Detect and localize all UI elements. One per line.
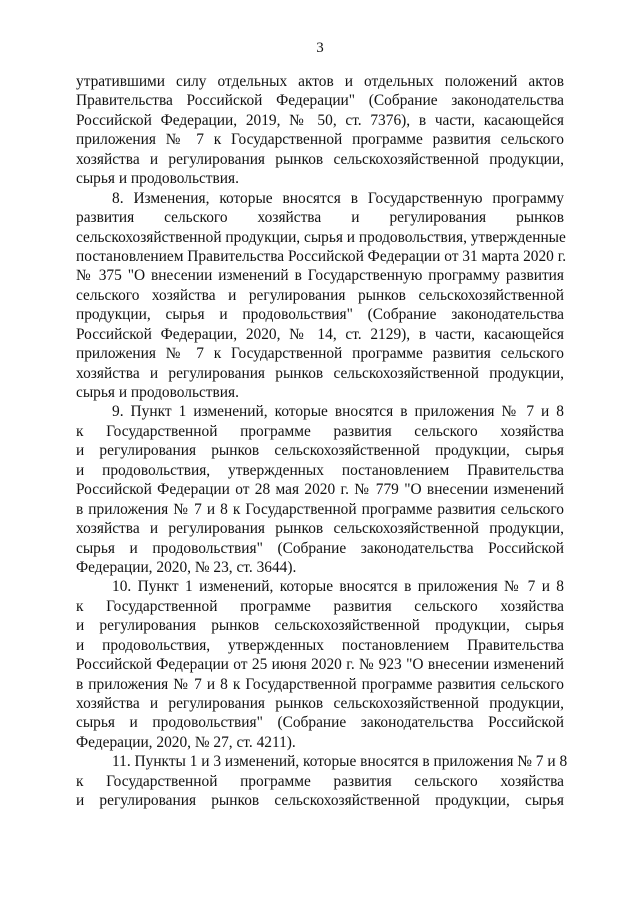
text-line: приложения № 7 к Государственной программе развития сельского [76,131,564,149]
text-line: Федерации, 2020, № 23, ст. 3644). [76,558,297,576]
text-line: № 375 "О внесении изменений в Государственную программу развития [76,267,564,285]
text-line: сырья и продовольствия" (Собрание законодательства Российской [76,714,564,732]
text-line: приложения № 7 к Государственной программе развития сельского [76,345,564,363]
text-line: к Государственной программе развития сельского хозяйства [76,597,564,615]
text-line: Российской Федерации от 25 июня 2020 г. № 923 "О внесении изменений [76,656,564,674]
body-text [76,72,568,811]
text-line: сырья и продовольствия. [76,170,239,188]
text-line: и регулирования рынков сельскохозяйственной продукции, сырья [76,442,564,460]
page-number: 3 [316,40,324,56]
text-line: развития сельского хозяйства и регулирования рынков [76,209,564,227]
text-line: и регулирования рынков сельскохозяйственной продукции, сырья [76,792,564,810]
text-line: 9. Пункт 1 изменений, которые вносятся в приложения № 7 и 8 [112,403,564,421]
text-line: и регулирования рынков сельскохозяйственной продукции, сырья [76,617,564,635]
text-line: хозяйства и регулирования рынков сельскохозяйственной продукции, [76,150,564,168]
text-line: постановлением Правительства Российской Федерации от 31 марта 2020 г. [76,247,567,265]
text-line: сельского хозяйства и регулирования рынков сельскохозяйственной [76,286,564,304]
text-line: 10. Пункт 1 изменений, которые вносятся в приложения № 7 и 8 [112,578,564,596]
text-line: к Государственной программе развития сельского хозяйства [76,772,564,790]
text-line: в приложения № 7 и 8 к Государственной программе развития сельского [76,675,564,693]
text-line: Российской Федерации, 2019, № 50, ст. 7376), в части, касающейся [76,111,564,129]
text-line: и продовольствия, утвержденных постановлением Правительства [76,636,564,654]
text-line: сырья и продовольствия. [76,384,239,401]
text-line: Федерации, 2020, № 27, ст. 4211). [76,733,296,751]
text-line: сельскохозяйственной продукции, сырья и продовольствия, утвержденные [76,228,566,246]
text-line: Российской Федерации, 2020, № 14, ст. 2129), в части, касающейся [76,325,564,343]
text-line: в приложения № 7 и 8 к Государственной программе развития сельского [76,500,564,518]
text-line: хозяйства и регулирования рынков сельскохозяйственной продукции, [76,520,564,538]
text-line: хозяйства и регулирования рынков сельскохозяйственной продукции, [76,364,564,382]
text-line: и продовольствия, утвержденных постановлением Правительства [76,461,564,479]
text-line: сырья и продовольствия" (Собрание законодательства Российской [76,539,564,557]
text-line: 11. Пункты 1 и 3 изменений, которые вносятся в приложения № 7 и 8 [112,753,568,771]
text-line: к Государственной программе развития сельского хозяйства [76,422,564,440]
text-line: Российской Федерации от 28 мая 2020 г. № 779 "О внесении изменений [76,481,564,499]
text-line: хозяйства и регулирования рынков сельскохозяйственной продукции, [76,695,564,712]
text-line: Правительства Российской Федерации" (Собрание законодательства [76,92,564,110]
text-line: 8. Изменения, которые вносятся в Государственную программу [112,189,564,207]
text-line: утратившими силу отдельных актов и отдельных положений актов [76,73,564,90]
text-line: продукции, сырья и продовольствия" (Собрание законодательства [76,306,564,324]
